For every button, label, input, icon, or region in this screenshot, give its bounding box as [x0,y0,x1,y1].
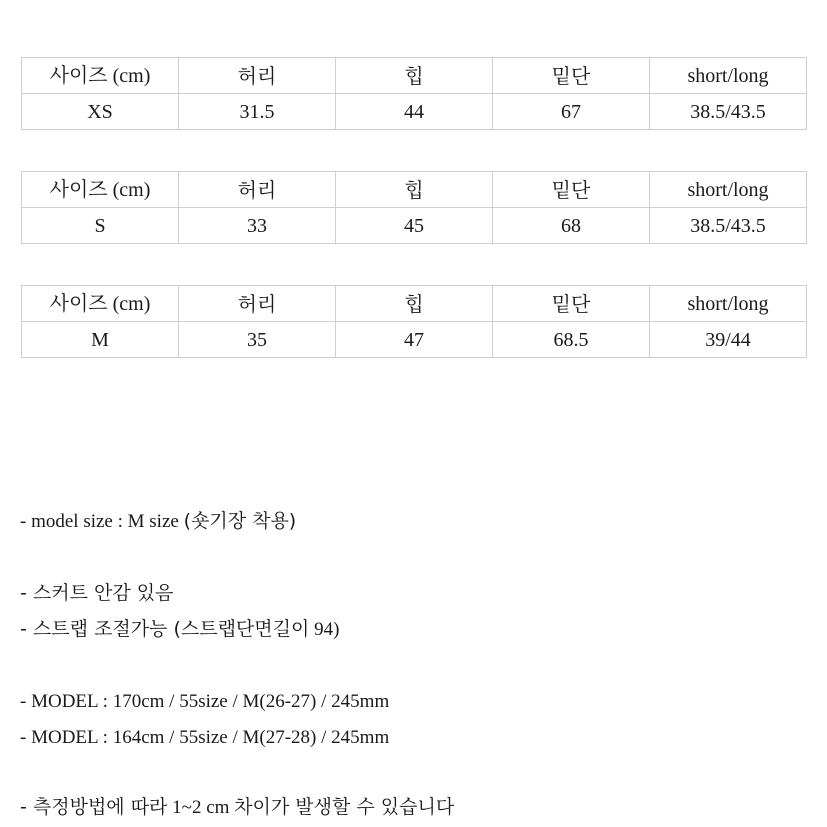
cell-hip: 44 [336,94,493,130]
cell-waist: 33 [179,208,336,244]
header-size-label: 사이즈 [49,177,108,201]
table-header-row [22,286,807,322]
cell-hem: 67 [493,94,650,130]
note-model-2: - MODEL : 164cm / 55size / M(27-28) / 245mm [20,727,390,748]
header-size-label: 사이즈 [49,291,108,315]
note-lining-text: - 스커트 안감 있음 [20,582,174,604]
cell-length: 38.5/43.5 [650,208,807,244]
note-model-size-prefix: - model size : M size [20,511,184,532]
header-length: short/long [650,58,807,94]
table-row [22,322,807,358]
cell-hip: 47 [336,322,493,358]
cell-hem: 68 [493,208,650,244]
cell-length: 39/44 [650,322,807,358]
note-strap-value: 94) [309,619,340,640]
table-row [22,208,807,244]
header-hip: 힙 [336,58,493,94]
note-measure-ko-1: - 측정방법에 따라 [20,796,168,818]
note-lining [20,584,173,603]
header-hip: 힙 [336,172,493,208]
header-length: short/long [650,172,807,208]
cell-hem: 68.5 [493,322,650,358]
header-size-cell [22,58,179,94]
header-hem: 밑단 [493,172,650,208]
table-header-row [22,58,807,94]
header-hem: 밑단 [493,58,650,94]
cell-size: XS [22,94,179,130]
header-hip: 힙 [336,286,493,322]
cell-length: 38.5/43.5 [650,94,807,130]
header-size-unit: (cm) [112,65,151,87]
header-waist: 허리 [179,58,336,94]
note-strap [20,620,339,639]
cell-size: M [22,322,179,358]
note-measure [20,798,454,817]
cell-hip: 45 [336,208,493,244]
size-table-xs [21,57,807,130]
cell-waist: 35 [179,322,336,358]
header-size-unit: (cm) [112,293,151,315]
header-size-unit: (cm) [112,179,151,201]
header-waist: 허리 [179,286,336,322]
size-table-s [21,171,807,244]
header-size-label: 사이즈 [49,63,108,87]
cell-waist: 31.5 [179,94,336,130]
header-length: short/long [650,286,807,322]
table-header-row [22,172,807,208]
table-row [22,94,807,130]
size-table-m [21,285,807,358]
note-model-size-ko: (숏기장 착용) [183,510,297,532]
note-measure-range: 1~2 cm [167,797,235,818]
header-size-cell [22,172,179,208]
header-size-cell [22,286,179,322]
note-strap-text: - 스트랩 조절가능 (스트랩단면길이 [20,618,310,640]
header-hem: 밑단 [493,286,650,322]
cell-size: S [22,208,179,244]
note-measure-ko-2: 차이가 발생할 수 있습니다 [234,796,455,818]
note-model-size [20,512,296,531]
note-model-1: - MODEL : 170cm / 55size / M(26-27) / 245mm [20,691,390,712]
header-waist: 허리 [179,172,336,208]
